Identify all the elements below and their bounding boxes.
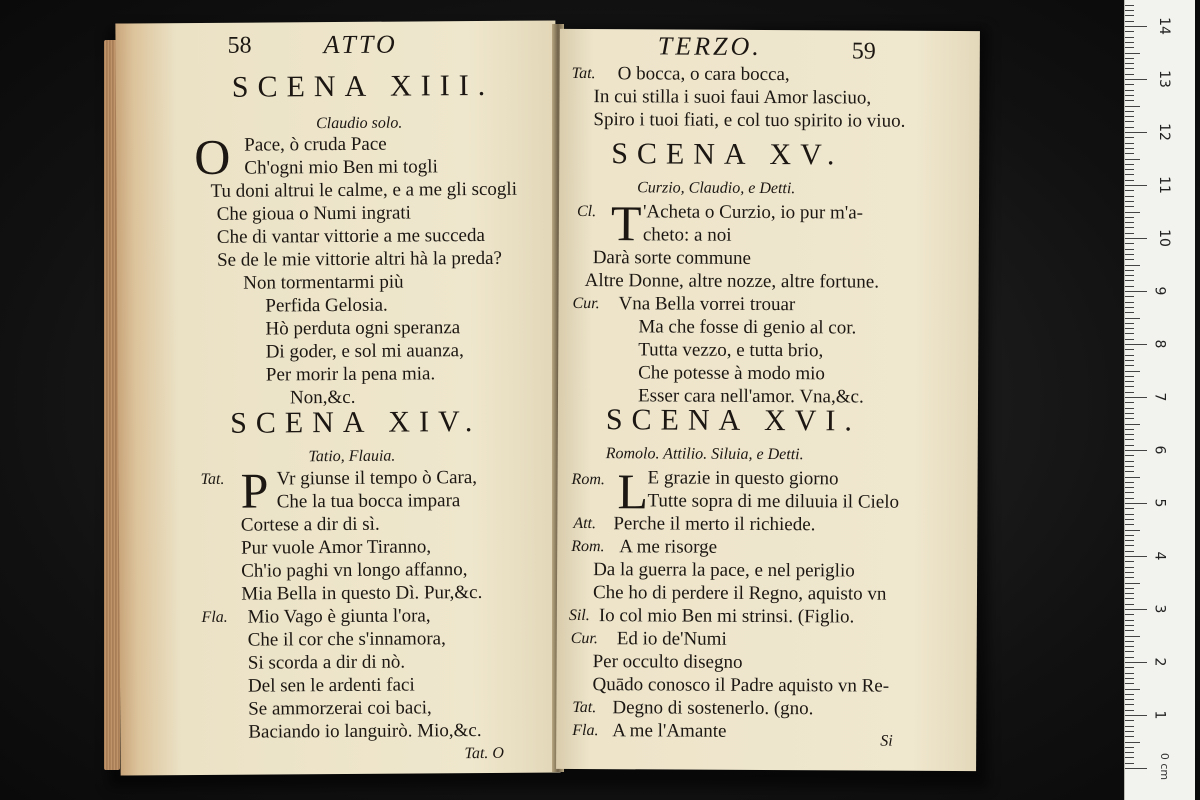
speaker-label: Cur.: [572, 294, 600, 313]
ruler-tick: [1125, 392, 1134, 393]
ruler-tick: [1125, 583, 1140, 584]
ruler-tick: [1125, 318, 1140, 319]
ruler-tick: [1125, 132, 1147, 133]
ruler-tick: [1125, 238, 1147, 239]
speaker-label: Sil.: [568, 606, 590, 625]
verse-line: cheto: a noi: [642, 224, 732, 246]
running-head-left: ATTO: [323, 29, 398, 60]
verse-line: Mio Vago è giunta l'ora,: [247, 605, 431, 628]
ruler-tick: [1125, 196, 1134, 197]
verse-line: Che di vantar vittorie a me succeda: [216, 224, 485, 248]
ruler-tick: [1125, 185, 1147, 186]
ruler-tick: [1125, 333, 1134, 334]
ruler-tick: [1125, 556, 1147, 557]
ruler-tick: [1125, 90, 1134, 91]
ruler-tick: [1125, 482, 1134, 483]
ruler-tick: [1125, 201, 1134, 202]
right-page: [556, 29, 980, 771]
verse-line: Pace, ò cruda Pace: [244, 133, 387, 156]
ruler-tick: [1125, 503, 1147, 504]
verse-line: Tu doni altrui le calme, e a me gli scogli: [210, 178, 518, 202]
ruler-tick: [1125, 84, 1134, 85]
ruler-tick: [1125, 662, 1147, 663]
ruler-number: 11: [1155, 176, 1172, 194]
ruler-tick: [1125, 249, 1134, 250]
verse-line: Cortese a dir di sì.: [240, 513, 380, 536]
verse-line: Del sen le ardenti faci: [247, 674, 415, 697]
verse-line: Che gioua o Numi ingrati: [216, 202, 411, 225]
page-number-left: 58: [227, 32, 252, 59]
ruler-tick: [1125, 477, 1140, 478]
speaker-label: Rom.: [571, 537, 605, 556]
ruler-tick: [1125, 397, 1147, 398]
ruler-tick: [1125, 265, 1140, 266]
ruler-tick: [1125, 212, 1140, 213]
verse-line: Non tormentarmi più: [243, 271, 404, 294]
ruler-tick: [1125, 747, 1134, 748]
ruler-tick: [1125, 339, 1134, 340]
verse-line: Mia Bella in questo Dì. Pur,&c.: [241, 581, 483, 605]
ruler-tick: [1125, 614, 1134, 615]
verse-line: Da la guerra la pace, e nel periglio: [593, 559, 855, 582]
ruler-tick: [1125, 461, 1134, 462]
verse-line: Tutta vezzo, e tutta brio,: [638, 339, 824, 362]
ruler-tick: [1125, 42, 1134, 43]
speaker-label: Tat.: [200, 470, 225, 488]
ruler-tick: [1125, 408, 1134, 409]
ruler-tick: [1125, 280, 1134, 281]
ruler-tick: [1125, 21, 1134, 22]
ruler-tick: [1125, 143, 1134, 144]
ruler-number: 1: [1151, 710, 1168, 720]
ruler-tick: [1125, 127, 1134, 128]
ruler-tick: [1125, 424, 1140, 425]
speaker-label: Cl.: [576, 202, 597, 221]
ruler-tick: [1125, 673, 1134, 674]
verse-line: Ed io de'Numi: [616, 628, 727, 650]
ruler-tick: [1125, 243, 1134, 244]
ruler-number: 5: [1151, 498, 1168, 508]
ruler-number: 14: [1155, 17, 1172, 35]
scene-heading-xv: SCENA XV.: [611, 137, 844, 172]
verse-line: Baciando io languirò. Mio,&c.: [248, 720, 482, 743]
ruler-tick: [1125, 254, 1134, 255]
ruler-tick: [1125, 530, 1140, 531]
ruler-tick: [1125, 641, 1134, 642]
ruler-tick: [1125, 689, 1140, 690]
ruler-tick: [1125, 100, 1134, 101]
ruler-tick: [1125, 466, 1134, 467]
ruler-tick: [1125, 551, 1134, 552]
ruler-tick: [1125, 625, 1134, 626]
ruler-tick: [1125, 726, 1134, 727]
verse-line: Che potesse à modo mio: [638, 362, 826, 385]
verse-line: Ma che fosse di genio al cor.: [638, 316, 857, 339]
speaker-label: Cur.: [570, 629, 598, 648]
verse-line: Ch'ogni mio Ben mi togli: [244, 156, 438, 179]
ruler-tick: [1125, 371, 1140, 372]
ruler-tick: [1125, 159, 1140, 160]
scene-heading-xvi: SCENA XVI.: [605, 403, 861, 438]
verse-line: Se ammorzerai coi baci,: [248, 697, 432, 720]
ruler-tick: [1125, 95, 1134, 96]
ruler-tick: [1125, 63, 1134, 64]
verse-line: 'Acheta o Curzio, io pur m'a-: [642, 201, 864, 224]
ruler-tick: [1125, 678, 1134, 679]
verse-line: E grazie in questo giorno: [647, 467, 839, 490]
speaker-label: Rom.: [571, 470, 605, 489]
ruler-tick: [1125, 455, 1134, 456]
verse-line: A me l'Amante: [612, 720, 727, 742]
ruler-tick: [1125, 137, 1134, 138]
ruler-tick: [1125, 630, 1134, 631]
ruler-tick: [1125, 498, 1134, 499]
verse-line: Vna Bella vorrei trouar: [618, 293, 796, 316]
ruler-tick: [1125, 450, 1147, 451]
ruler-number: 4: [1151, 551, 1168, 561]
left-page: [115, 20, 560, 775]
running-head-right: TERZO.: [657, 31, 762, 61]
ruler-tick: [1125, 153, 1134, 154]
ruler-tick: [1125, 190, 1134, 191]
verse-line: Che ho di perdere il Regno, aquisto vn: [592, 582, 887, 605]
ruler-tick: [1125, 259, 1134, 260]
ruler-tick: [1125, 704, 1134, 705]
verse-line: Che il cor che s'innamora,: [247, 628, 446, 651]
scene-cast-xiii: Claudio solo.: [316, 114, 403, 133]
verse-line: Quādo conosco il Padre aquisto vn Re-: [592, 674, 890, 697]
ruler-tick: [1125, 439, 1134, 440]
ruler-tick: [1125, 492, 1134, 493]
catchword-right: Si: [880, 732, 893, 750]
ruler-tick: [1125, 106, 1140, 107]
ruler-tick: [1125, 233, 1134, 234]
ruler-number: 7: [1151, 392, 1168, 402]
ruler-tick: [1125, 636, 1140, 637]
ruler-tick: [1125, 31, 1134, 32]
verse-line: Perche il merto il richiede.: [613, 513, 816, 536]
ruler-tick: [1125, 79, 1147, 80]
ruler-tick: [1125, 26, 1147, 27]
ruler-tick: [1125, 572, 1134, 573]
drop-cap-t: T: [610, 195, 642, 252]
ruler-tick: [1125, 180, 1134, 181]
ruler-tick: [1125, 68, 1134, 69]
page-number-right: 59: [851, 38, 876, 65]
verse-line: A me risorge: [619, 536, 718, 558]
ruler-tick: [1125, 312, 1134, 313]
ruler-tick: [1125, 116, 1134, 117]
drop-cap-p: P: [240, 462, 269, 519]
ruler-tick: [1125, 561, 1134, 562]
ruler-tick: [1125, 58, 1134, 59]
ruler-tick: [1125, 302, 1134, 303]
ruler-tick: [1125, 514, 1134, 515]
verse-line: Se de le mie vittorie altri hà la preda?: [216, 247, 502, 271]
verse-line: Darà sorte commune: [592, 247, 752, 269]
ruler-tick: [1125, 222, 1134, 223]
ruler-tick: [1125, 429, 1134, 430]
ruler-tick: [1125, 445, 1134, 446]
ruler-tick: [1125, 5, 1134, 6]
ruler-tick: [1125, 291, 1147, 292]
ruler-tick: [1125, 402, 1134, 403]
ruler-tick: [1125, 667, 1134, 668]
ruler-number: 2: [1151, 657, 1168, 667]
measuring-ruler: [1124, 0, 1195, 800]
ruler-tick: [1125, 53, 1140, 54]
speaker-label: Fla.: [201, 608, 228, 626]
ruler-tick: [1125, 286, 1134, 287]
ruler-number: 3: [1151, 604, 1168, 614]
scene-cast-xv: Curzio, Claudio, e Detti.: [637, 179, 796, 198]
ruler-tick: [1125, 545, 1134, 546]
speaker-label: Tat.: [571, 64, 596, 83]
ruler-tick: [1125, 742, 1140, 743]
ruler-tick: [1125, 567, 1134, 568]
ruler-tick: [1125, 307, 1134, 308]
ruler-tick: [1125, 683, 1134, 684]
ruler-tick: [1125, 577, 1134, 578]
ruler-tick: [1125, 720, 1134, 721]
scene-cast-xvi: Romolo. Attilio. Siluia, e Detti.: [605, 445, 804, 464]
verse-line: In cui stilla i suoi faui Amor lasciuo,: [593, 86, 872, 109]
verse-line: Degno di sostenerlo. (gno.: [612, 697, 814, 720]
ruler-tick: [1125, 270, 1134, 271]
ruler-tick: [1125, 757, 1134, 758]
ruler-tick: [1125, 487, 1134, 488]
ruler-tick: [1125, 121, 1134, 122]
ruler-tick: [1125, 736, 1134, 737]
verse-line: Non,&c.: [289, 386, 356, 409]
ruler-tick: [1125, 15, 1134, 16]
ruler-tick: [1125, 710, 1134, 711]
scene-heading-xiv: SCENA XIV.: [230, 405, 482, 440]
verse-line: Di goder, e sol mi auanza,: [265, 340, 464, 363]
ruler-tick: [1125, 360, 1134, 361]
verse-line: Che la tua bocca impara: [276, 490, 461, 513]
ruler-tick: [1125, 646, 1134, 647]
ruler-number: 9: [1151, 286, 1168, 296]
ruler-tick: [1125, 471, 1134, 472]
verse-line: Esser cara nell'amor. Vna,&c.: [637, 385, 864, 408]
ruler-tick: [1125, 323, 1134, 324]
ruler-tick: [1125, 604, 1134, 605]
drop-cap-o: O: [194, 128, 231, 185]
ruler-tick: [1125, 217, 1134, 218]
verse-line: Altre Donne, altre nozze, altre fortune.: [584, 270, 880, 293]
ruler-tick: [1125, 588, 1134, 589]
ruler-tick: [1125, 519, 1134, 520]
verse-line: Per morir la pena mia.: [265, 363, 436, 386]
verse-line: Tutte sopra di me diluuia il Cielo: [647, 490, 900, 513]
ruler-tick: [1125, 524, 1134, 525]
verse-line: Io col mio Ben mi strinsi. (Figlio.: [598, 605, 855, 628]
ruler-tick: [1125, 47, 1134, 48]
ruler-tick: [1125, 620, 1134, 621]
ruler-tick: [1125, 148, 1134, 149]
ruler-tick: [1125, 206, 1134, 207]
ruler-tick: [1125, 418, 1134, 419]
ruler-tick: [1125, 768, 1147, 769]
ruler-tick: [1125, 715, 1147, 716]
ruler-tick: [1125, 355, 1134, 356]
ruler-number: 10: [1155, 229, 1172, 247]
ruler-tick: [1125, 598, 1134, 599]
verse-line: Per occulto disegno: [592, 651, 743, 673]
ruler-tick: [1125, 381, 1134, 382]
ruler-number: 13: [1155, 70, 1172, 88]
ruler-tick: [1125, 349, 1134, 350]
ruler-tick: [1125, 609, 1147, 610]
ruler-tick: [1125, 699, 1134, 700]
ruler-tick: [1125, 657, 1134, 658]
ruler-tick: [1125, 651, 1134, 652]
verse-line: O bocca, o cara bocca,: [617, 63, 790, 86]
ruler-number: 6: [1151, 445, 1168, 455]
verse-line: Pur vuole Amor Tiranno,: [240, 536, 432, 559]
verse-line: Perfida Gelosia.: [265, 294, 388, 317]
ruler-tick: [1125, 386, 1134, 387]
verse-line: Vr giunse il tempo ò Cara,: [276, 467, 478, 490]
ruler-tick: [1125, 763, 1134, 764]
ruler-tick: [1125, 508, 1134, 509]
verse-line: Spiro i tuoi fiati, e col tuo spirito io viuo.: [593, 109, 906, 132]
ruler-tick: [1125, 296, 1134, 297]
verse-line: Ch'io paghi vn longo affanno,: [241, 559, 468, 582]
ruler-number: 12: [1155, 123, 1172, 141]
ruler-tick: [1125, 227, 1134, 228]
ruler-tick: [1125, 164, 1134, 165]
ruler-unit-label: 0 cm: [1158, 752, 1172, 781]
ruler-tick: [1125, 535, 1134, 536]
drop-cap-l: L: [617, 463, 649, 520]
ruler-tick: [1125, 74, 1134, 75]
ruler-tick: [1125, 174, 1134, 175]
ruler-tick: [1125, 328, 1134, 329]
ruler-tick: [1125, 540, 1134, 541]
ruler-tick: [1125, 694, 1134, 695]
speaker-label: Tat.: [572, 698, 597, 717]
speaker-label: Fla.: [572, 721, 599, 740]
scene-cast-xiv: Tatio, Flauia.: [308, 447, 396, 466]
catchword-left: Tat. O: [464, 744, 504, 763]
ruler-tick: [1125, 752, 1134, 753]
ruler-tick: [1125, 169, 1134, 170]
verse-line: Si scorda a dir di nò.: [247, 651, 406, 674]
ruler-tick: [1125, 344, 1147, 345]
ruler-number: 8: [1151, 339, 1168, 349]
ruler-tick: [1125, 111, 1134, 112]
ruler-tick: [1125, 37, 1134, 38]
ruler-tick: [1125, 376, 1134, 377]
ruler-tick: [1125, 731, 1134, 732]
scene-heading-xiii: SCENA XIII.: [231, 68, 495, 104]
ruler-tick: [1125, 365, 1134, 366]
verse-line: Hò perduta ogni speranza: [265, 317, 461, 340]
ruler-tick: [1125, 10, 1134, 11]
ruler-tick: [1125, 434, 1134, 435]
ruler-tick: [1125, 593, 1134, 594]
ruler-tick: [1125, 413, 1134, 414]
ruler-tick: [1125, 275, 1134, 276]
speaker-label: Att.: [573, 514, 597, 533]
